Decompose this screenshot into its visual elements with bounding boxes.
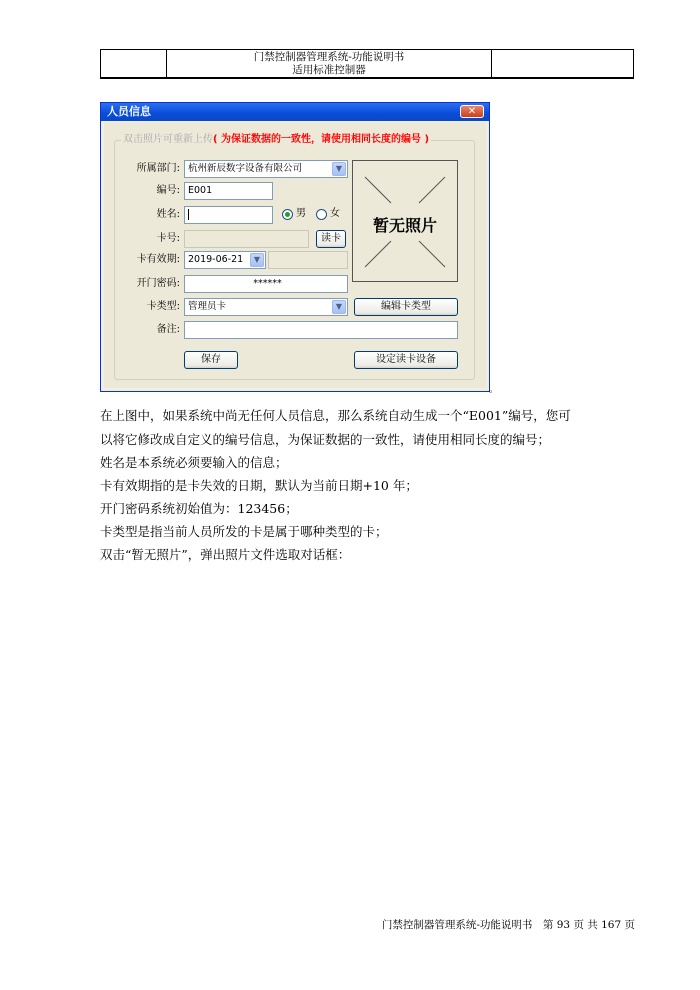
image-caption-mark: 。 — [489, 385, 499, 395]
photo-box[interactable] — [352, 160, 458, 282]
door-password-label: 开门密码: — [136, 278, 180, 289]
gender-female-label: 女 — [330, 208, 340, 219]
id-input[interactable]: E001 — [184, 182, 273, 200]
calendar-dropdown-icon[interactable]: ▼ — [250, 253, 264, 267]
edit-card-type-button[interactable]: 编辑卡类型 — [354, 298, 458, 316]
card-number-input[interactable] — [184, 230, 309, 248]
header-left-cell — [101, 50, 167, 77]
paragraph-2: 以将它修改成自定义的编号信息，为保证数据的一致性，请使用相同长度的编号； — [100, 432, 551, 447]
department-select[interactable] — [184, 160, 348, 178]
dialog-body — [104, 122, 486, 388]
header-subtitle: 适用标准控制器 — [292, 64, 366, 76]
header-title-cell — [167, 50, 492, 77]
paragraph-6: 卡类型是指当前人员所发的卡是属于哪种类型的卡； — [100, 524, 388, 539]
card-expiry-extra-field — [268, 251, 348, 269]
card-number-label: 卡号: — [156, 233, 180, 244]
dialog-title: 人员信息 — [107, 105, 151, 118]
paragraph-7: 双击“暂无照片”，弹出照片文件选取对话框： — [100, 547, 351, 562]
card-type-select[interactable] — [184, 298, 348, 316]
id-label: 编号: — [156, 185, 180, 196]
chevron-down-icon[interactable]: ▼ — [332, 162, 346, 176]
dialog-titlebar — [101, 103, 489, 121]
paragraph-5: 开门密码系统初始值为：123456； — [100, 501, 298, 516]
gender-male-radio[interactable] — [282, 209, 293, 220]
paragraph-3: 姓名是本系统必须要输入的信息； — [100, 455, 288, 470]
card-type-label: 卡类型: — [146, 301, 180, 312]
chevron-down-icon[interactable]: ▼ — [332, 300, 346, 314]
card-type-value: 管理员卡 — [188, 301, 227, 312]
department-label: 所属部门: — [136, 163, 180, 174]
paragraph-4: 卡有效期指的是卡失效的日期，默认为当前日期+10 年； — [100, 478, 418, 493]
person-info-dialog — [100, 102, 490, 392]
card-expiry-value: 2019-06-21 — [188, 254, 244, 265]
header-right-cell — [492, 50, 633, 77]
header-title: 门禁控制器管理系统-功能说明书 — [253, 51, 405, 63]
groupbox-note: ( 为保证数据的一致性，请使用相同长度的编号 ) — [213, 134, 430, 145]
page-footer: 门禁控制器管理系统-功能说明书 第 93 页 共 167 页 — [381, 919, 635, 931]
groupbox-legend — [121, 130, 431, 145]
gender-male-label: 男 — [296, 208, 306, 219]
close-button[interactable] — [460, 105, 484, 118]
page-header — [100, 49, 634, 79]
close-icon: ✕ — [467, 106, 477, 117]
save-button[interactable]: 保存 — [184, 351, 238, 369]
card-expiry-label: 卡有效期: — [136, 254, 180, 265]
name-input[interactable] — [184, 206, 273, 224]
reader-settings-button[interactable]: 设定读卡设备 — [354, 351, 458, 369]
text-cursor — [188, 209, 189, 220]
door-password-input[interactable]: ****** — [184, 275, 348, 293]
name-label: 姓名: — [156, 209, 180, 220]
gender-female-radio[interactable] — [316, 209, 327, 220]
remark-input[interactable] — [184, 321, 458, 339]
department-value: 杭州新辰数字设备有限公司 — [188, 163, 303, 174]
remark-label: 备注: — [156, 324, 180, 335]
paragraph-1: 在上图中，如果系统中尚无任何人员信息，那么系统自动生成一个“E001”编号，您可 — [100, 408, 571, 423]
card-expiry-picker[interactable] — [184, 251, 266, 269]
photo-placeholder-text: 暂无照片 — [372, 216, 437, 235]
groupbox-hint: 双击照片可重新上传 — [123, 134, 213, 145]
read-card-button[interactable]: 读卡 — [316, 230, 346, 248]
